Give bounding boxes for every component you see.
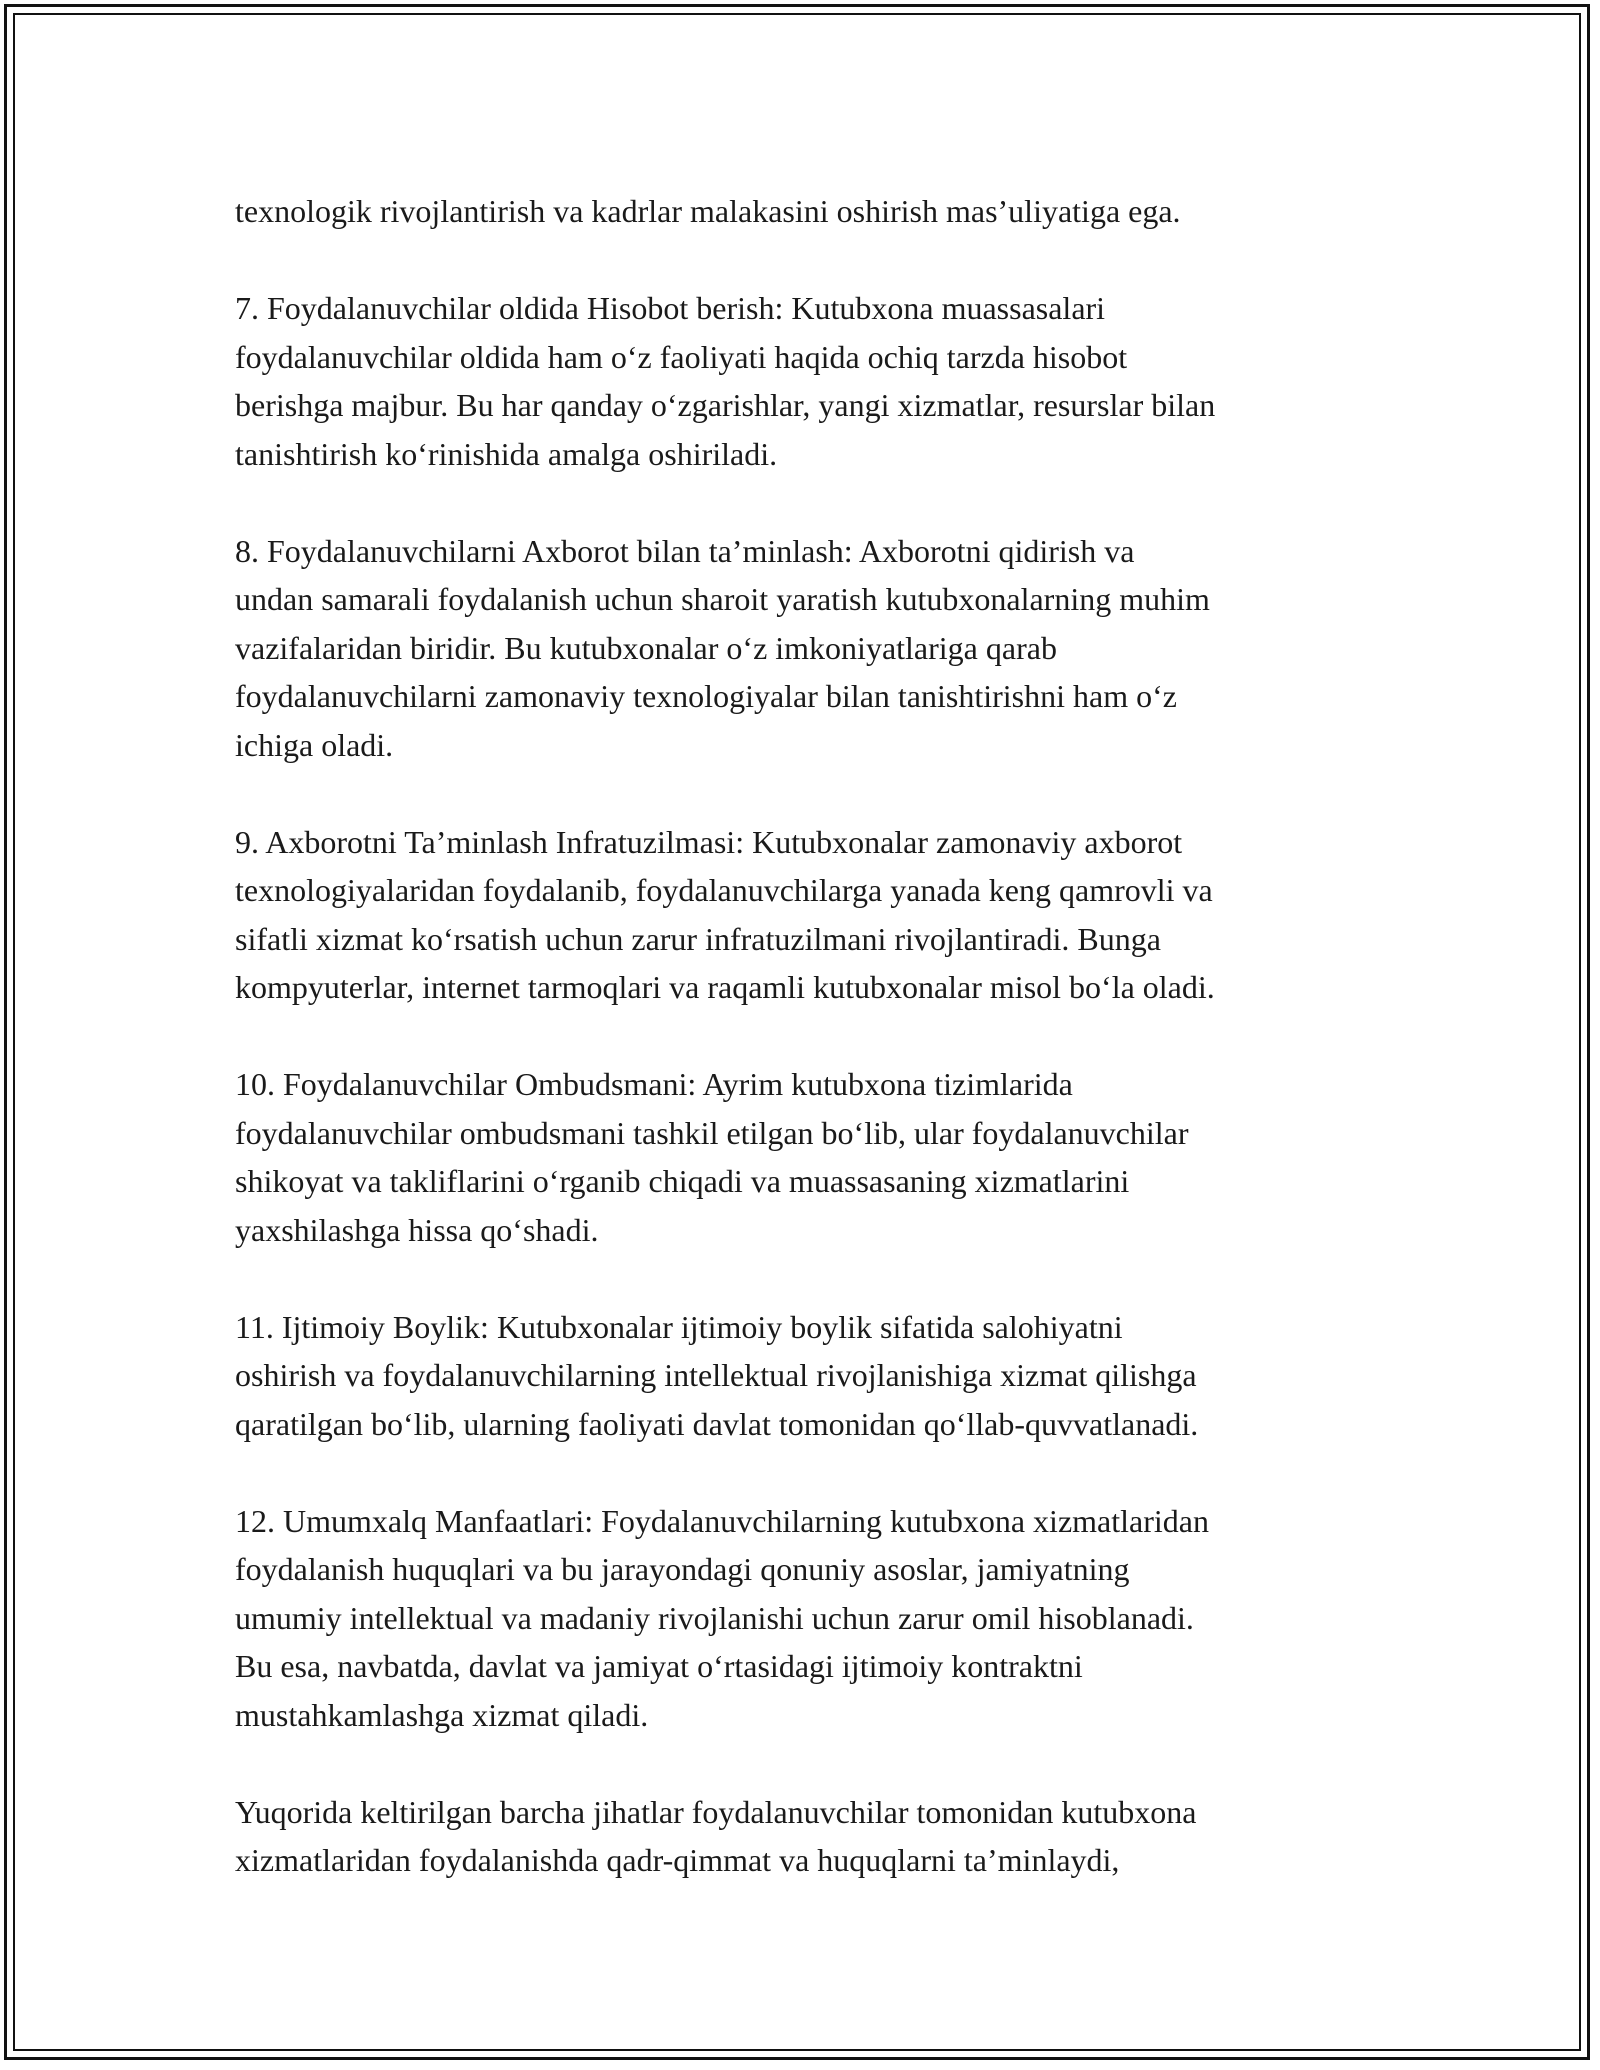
- text-line: Yuqorida keltirilgan barcha jihatlar foydalanuvchilar tomonidan kutubxona: [235, 1793, 1197, 1830]
- text-line: shikoyat va takliflarini o‘rganib chiqadi va muassasaning xizmatlarini: [235, 1163, 1130, 1199]
- text-line: ichiga oladi.: [235, 726, 394, 763]
- text-line: sifatli xizmat ko‘rsatish uchun zarur infratuzilmani rivojlantiradi. Bunga: [235, 920, 1161, 957]
- text-line: foydalanuvchilarni zamonaviy texnologiyalar bilan tanishtirishni ham o‘z: [235, 678, 1177, 714]
- text-line: foydalanuvchilar ombudsmani tashkil etilgan bo‘lib, ular foydalanuvchilar: [235, 1114, 1189, 1151]
- paragraph-item-10: [235, 1060, 1395, 1254]
- text-line: mustahkamlashga xizmat qiladi.: [235, 1696, 649, 1733]
- text-line: 9. Axborotni Ta’minlash Infratuzilmasi: Kutubxonalar zamonaviy axborot: [235, 823, 1183, 860]
- text-line: tanishtirish ko‘rinishida amalga oshiriladi.: [235, 435, 778, 472]
- text-line: 7. Foydalanuvchilar oldida Hisobot berish: Kutubxona muassasalari: [235, 290, 1106, 326]
- paragraph-item-11: [235, 1303, 1395, 1449]
- text-line: 12. Umumxalq Manfaatlari: Foydalanuvchilarning kutubxona xizmatlaridan: [235, 1502, 1209, 1539]
- text-line: vazifalaridan biridir. Bu kutubxonalar o‘z imkoniyatlariga qarab: [235, 629, 1057, 666]
- text-line: berishga majbur. Bu har qanday o‘zgarishlar, yangi xizmatlar, resurslar bilan: [235, 387, 1216, 423]
- text-line: texnologiyalaridan foydalanib, foydalanuvchilarga yanada keng qamrovli va: [235, 872, 1213, 908]
- paragraph-item-7: [235, 284, 1395, 478]
- paragraph-item-12: [235, 1497, 1395, 1740]
- text-line: umumiy intellektual va madaniy rivojlanishi uchun zarur omil hisoblanadi.: [235, 1599, 1194, 1636]
- paragraph-item-9: [235, 818, 1395, 1012]
- text-line: kompyuterlar, internet tarmoqlari va raqamli kutubxonalar misol bo‘la oladi.: [235, 969, 1215, 1005]
- text-line: foydalanuvchilar oldida ham o‘z faoliyati haqida ochiq tarzda hisobot: [235, 338, 1128, 375]
- text-line: oshirish va foydalanuvchilarning intellektual rivojlanishiga xizmat qilishga: [235, 1357, 1197, 1393]
- paragraph-conclusion: [235, 1788, 1395, 1885]
- text-line: texnologik rivojlantirish va kadrlar malakasini oshirish mas’uliyatiga ega.: [235, 193, 1181, 229]
- text-line: yaxshilashga hissa qo‘shadi.: [235, 1211, 599, 1248]
- paragraph-continuation: [235, 187, 1395, 236]
- text-line: undan samarali foydalanish uchun sharoit yaratish kutubxonalarning muhim: [235, 581, 1210, 617]
- text-line: foydalanish huquqlari va bu jarayondagi qonuniy asoslar, jamiyatning: [235, 1551, 1130, 1587]
- text-line: 10. Foydalanuvchilar Ombudsmani: Ayrim kutubxona tizimlarida: [235, 1066, 1073, 1102]
- text-line: qaratilgan bo‘lib, ularning faoliyati davlat tomonidan qo‘llab-quvvatlanadi.: [235, 1405, 1199, 1442]
- text-line: 8. Foydalanuvchilarni Axborot bilan ta’minlash: Axborotni qidirish va: [235, 532, 1135, 569]
- paragraph-item-8: [235, 527, 1395, 770]
- text-line: 11. Ijtimoiy Boylik: Kutubxonalar ijtimoiy boylik sifatida salohiyatni: [235, 1308, 1123, 1345]
- text-line: xizmatlaridan foydalanishda qadr-qimmat va huquqlarni ta’minlaydi,: [235, 1842, 1120, 1878]
- text-line: Bu esa, navbatda, davlat va jamiyat o‘rtasidagi ijtimoiy kontraktni: [235, 1648, 1083, 1684]
- document-body: [235, 187, 1395, 1885]
